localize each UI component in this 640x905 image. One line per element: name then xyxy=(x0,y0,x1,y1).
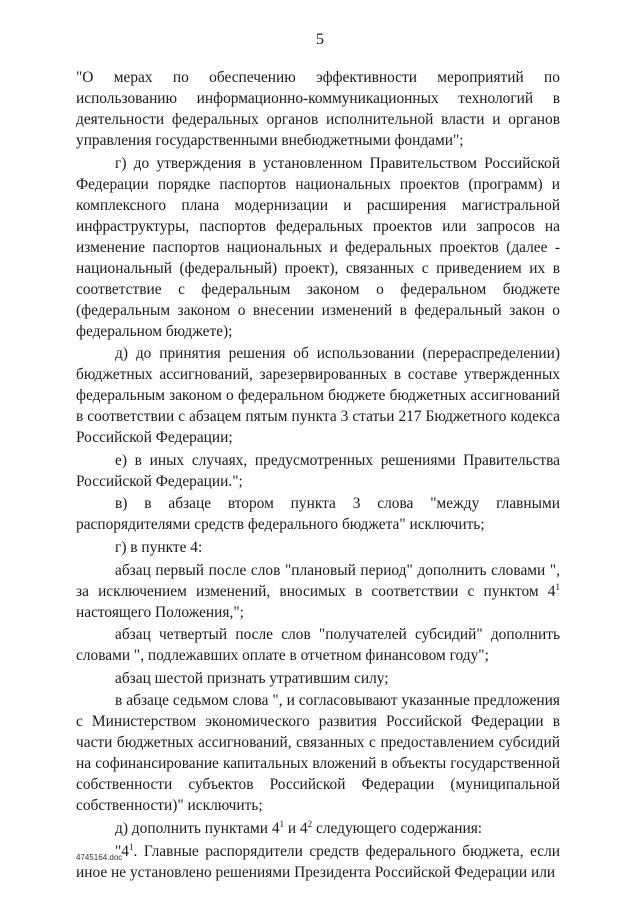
paragraph-text: г) до утверждения в установленном Правительством Российской Федерации порядке паспортов национальных проектов (программ) и комплексного плана модернизации и расширения магистральной инфраструктуры, паспортов федеральных проектов или запросов на изменение паспортов национальных и федеральных проектов (далее - национальный (федеральный) проект), связанных с приведением их в соответствие с федеральным законом о федеральном бюджете (федеральным законом о внесении изменений в федеральный закон о федеральном бюджете); xyxy=(76,154,560,340)
superscript-index: 1 xyxy=(555,581,560,592)
paragraph xyxy=(76,343,560,448)
paragraph-text: д) до принятия решения об использовании (перераспределении) бюджетных ассигнований, зарезервированных в составе утвержденных федеральным законом о федеральном бюджете бюджетных ассигнований в соответствии с абзацем пятым пункта 3 статьи 217 Бюджетного кодекса Российской Федерации; xyxy=(76,345,560,447)
paragraph xyxy=(76,624,560,666)
paragraph xyxy=(76,668,560,689)
paragraph-text: абзац первый после слов "плановый период" дополнить словами ", за исключением изменений, вносимых в соответствии с пунктом 4 xyxy=(76,561,560,600)
paragraph xyxy=(76,560,560,623)
paragraph-text: "4 xyxy=(115,842,129,860)
paragraph xyxy=(76,67,560,151)
document-body xyxy=(76,67,560,884)
paragraph-text: и 4 xyxy=(284,819,308,837)
paragraph-text: в) в абзаце втором пункта 3 слова "между главными распорядителями средств федерального бюджета" исключить; xyxy=(76,495,560,534)
paragraph-text: е) в иных случаях, предусмотренных решениями Правительства Российской Федерации."; xyxy=(76,451,560,490)
page-number: 5 xyxy=(316,31,324,48)
paragraph-text: настоящего Положения,"; xyxy=(76,603,244,621)
paragraph-text: абзац шестой признать утратившим силу; xyxy=(115,669,389,687)
paragraph-text: д) дополнить пунктами 4 xyxy=(115,819,280,837)
paragraph-text: . Главные распорядители средств федерального бюджета, если иное не установлено решениями Президента Российской Федерации или xyxy=(76,842,560,881)
superscript-index: 2 xyxy=(307,818,313,829)
paragraph-text: следующего содержания: xyxy=(312,819,483,837)
paragraph-text: в абзаце седьмом слова ", и согласовывают указанные предложения с Министерством экономического развития Российской Федерации в части бюджетных ассигнований, связанных с предоставлением субсидий на софинансирование капитальных вложений в объекты государственной собственности субъектов Российской Федерации (муниципальной собственности)" исключить; xyxy=(76,692,560,815)
superscript-index: 1 xyxy=(279,818,285,829)
paragraph xyxy=(76,841,560,883)
paragraph xyxy=(76,450,560,492)
paragraph-text: абзац четвертый после слов "получателей субсидий" дополнить словами ", подлежавших оплате в отчетном финансовом году"; xyxy=(76,626,560,665)
paragraph xyxy=(76,493,560,535)
paragraph-text: г) в пункте 4: xyxy=(115,538,203,556)
paragraph xyxy=(76,818,560,839)
paragraph xyxy=(76,690,560,816)
paragraph-text: "О мерах по обеспечению эффективности мероприятий по использованию информационно-коммуникационных технологий в деятельности федеральных органов исполнительной власти и органов управления государственными внебюджетными фондами"; xyxy=(76,69,560,149)
paragraph xyxy=(76,537,560,558)
superscript-index: 1 xyxy=(128,841,134,852)
paragraph xyxy=(76,153,560,342)
footer-file-code: 4745164.doc xyxy=(76,853,123,862)
